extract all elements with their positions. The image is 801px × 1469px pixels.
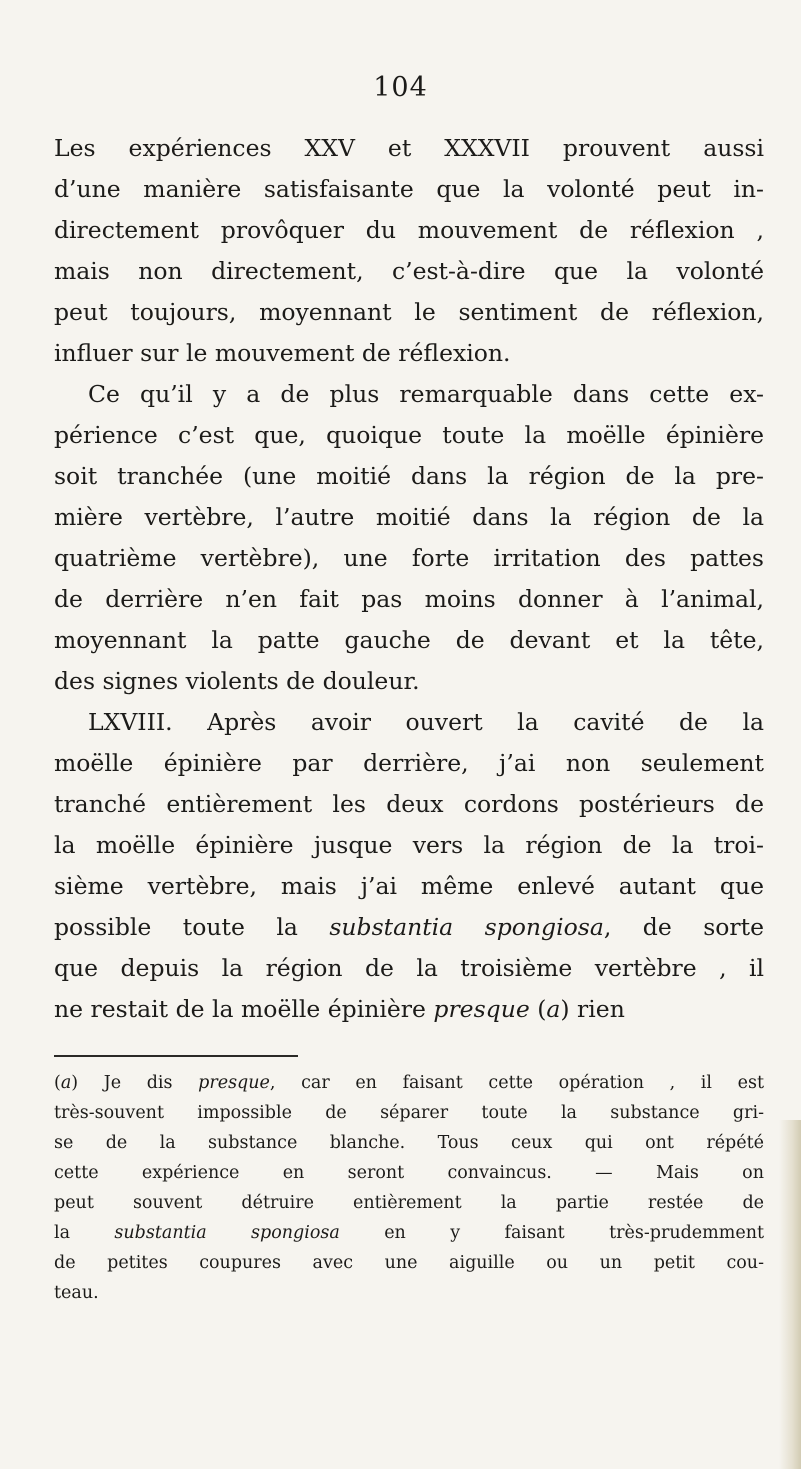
text-segment: de petites coupures avec une aiguille ou un petit cou- — [54, 1253, 764, 1273]
text-segment: ) Je dis — [71, 1073, 199, 1093]
text-line — [54, 538, 764, 579]
page-number: 104 — [373, 72, 428, 103]
text-segment: Ce qu’il y a de plus remarquable dans cette ex- — [88, 380, 764, 408]
text-line — [54, 169, 764, 210]
text-segment: cette expérience en seront convaincus. — Mais on — [54, 1163, 764, 1183]
text-line — [54, 702, 764, 743]
text-segment: moyennant la patte gauche de devant et la tête, — [54, 626, 764, 654]
footnote-line — [54, 1128, 764, 1158]
text-segment: d’une manière satisfaisante que la volonté peut in- — [54, 175, 764, 203]
text-segment: influer sur le mouvement de réflexion. — [54, 339, 511, 367]
text-segment: très-souvent impossible de séparer toute la substance gri- — [54, 1103, 764, 1123]
body-text — [54, 128, 764, 1030]
text-segment: ) rien — [560, 995, 625, 1023]
text-line — [54, 210, 764, 251]
text-segment: possible toute la — [54, 913, 330, 941]
text-line — [54, 620, 764, 661]
text-line — [54, 456, 764, 497]
text-line — [54, 866, 764, 907]
text-segment: que depuis la région de la troisième vertèbre , il — [54, 954, 764, 982]
paragraph — [54, 374, 764, 702]
text-segment: peut souvent détruire entièrement la partie restée de — [54, 1193, 764, 1213]
footnote-line — [54, 1248, 764, 1278]
italic-text: presque — [198, 1073, 270, 1093]
text-line — [54, 292, 764, 333]
italic-text: substantia spongiosa — [329, 913, 604, 941]
footnote — [54, 1068, 764, 1308]
text-segment: LXVIII. Après avoir ouvert la cavité de la — [88, 708, 764, 736]
text-segment: , de sorte — [603, 913, 764, 941]
text-line — [54, 415, 764, 456]
footnote-line — [54, 1158, 764, 1188]
text-segment: peut toujours, moyennant le sentiment de réflexion, — [54, 298, 764, 326]
text-line — [54, 128, 764, 169]
paragraph — [54, 702, 764, 1030]
text-segment: soit tranchée (une moitié dans la région de la pre- — [54, 462, 764, 490]
text-segment: en y faisant très-prudemment — [339, 1223, 764, 1243]
text-segment: sième vertèbre, mais j’ai même enlevé autant que — [54, 872, 764, 900]
footnote-line — [54, 1068, 764, 1098]
text-line — [54, 948, 764, 989]
text-line — [54, 251, 764, 292]
text-segment: ( — [529, 995, 547, 1023]
text-segment: de derrière n’en fait pas moins donner à l’animal, — [54, 585, 764, 613]
text-segment: , car en faisant cette opération , il est — [269, 1073, 764, 1093]
text-segment: la moëlle épinière jusque vers la région de la troi- — [54, 831, 764, 859]
italic-text: a — [546, 995, 561, 1023]
text-segment: directement provôquer du mouvement de réflexion , — [54, 216, 764, 244]
footnote-line — [54, 1188, 764, 1218]
text-segment: ( — [54, 1073, 61, 1093]
text-segment: Les expériences XXV et XXXVII prouvent aussi — [54, 134, 764, 162]
text-segment: moëlle épinière par derrière, j’ai non seulement — [54, 749, 764, 777]
footnote-line — [54, 1218, 764, 1248]
text-line — [54, 907, 764, 948]
text-segment: des signes violents de douleur. — [54, 667, 420, 695]
text-segment: mais non directement, c’est-à-dire que la volonté — [54, 257, 764, 285]
footnote-separator — [54, 1055, 298, 1057]
text-line — [54, 333, 764, 374]
text-segment: la — [54, 1223, 115, 1243]
italic-text: a — [60, 1073, 72, 1093]
text-line — [54, 825, 764, 866]
footnote-line — [54, 1098, 764, 1128]
text-line — [54, 661, 764, 702]
text-segment: se de la substance blanche. Tous ceux qui ont répété — [54, 1133, 764, 1153]
text-segment: mière vertèbre, l’autre moitié dans la région de la — [54, 503, 764, 531]
italic-text: substantia spongiosa — [114, 1223, 340, 1243]
italic-text: presque — [433, 995, 530, 1023]
text-line — [54, 989, 764, 1030]
text-segment: ne restait de la moëlle épinière — [54, 995, 434, 1023]
text-segment: quatrième vertèbre), une forte irritation des pattes — [54, 544, 764, 572]
text-line — [54, 743, 764, 784]
text-segment: tranché entièrement les deux cordons postérieurs de — [54, 790, 764, 818]
paragraph — [54, 128, 764, 374]
text-line — [54, 784, 764, 825]
text-segment: teau. — [54, 1283, 99, 1303]
text-segment: périence c’est que, quoique toute la moëlle épinière — [54, 421, 764, 449]
text-line — [54, 579, 764, 620]
footnote-line — [54, 1278, 764, 1308]
page-edge-shadow — [779, 1120, 801, 1469]
text-line — [54, 374, 764, 415]
text-line — [54, 497, 764, 538]
